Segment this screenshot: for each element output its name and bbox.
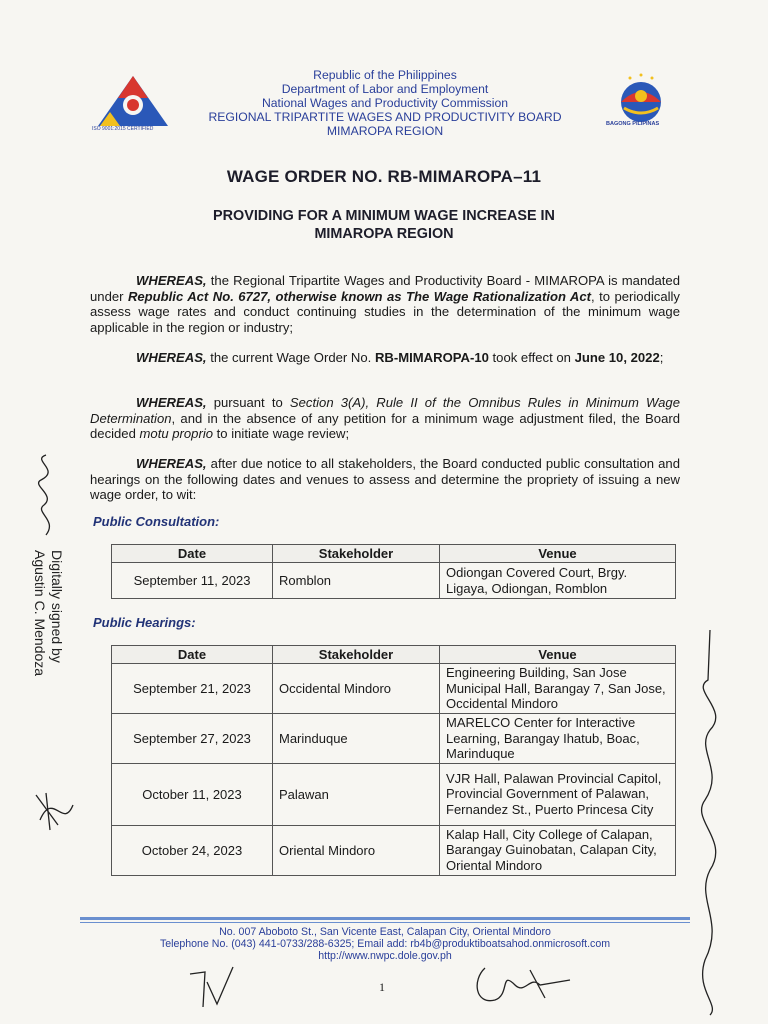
cell-venue: Odiongan Covered Court, Brgy. Ligaya, Odiongan, Romblon	[440, 563, 676, 599]
letterhead-line-republic: Republic of the Philippines	[313, 68, 457, 82]
digital-signature-line-2: Agustin C. Mendoza	[32, 550, 48, 677]
cell-date: September 21, 2023	[112, 664, 273, 714]
subtitle-line-1: PROVIDING FOR A MINIMUM WAGE INCREASE IN	[213, 208, 555, 224]
iso-caption: ISO 9001:2015 CERTIFIED	[92, 126, 154, 132]
hearings-table	[111, 645, 676, 876]
whereas-text: , and in the absence of any petition for a minimum wage adjustment filed, the Board decided	[90, 410, 680, 441]
signature-left-bottom	[28, 785, 78, 835]
cell-venue: VJR Hall, Palawan Provincial Capitol, Provincial Government of Palawan, Fernandez St., Puerto Princesa City	[440, 763, 676, 825]
col-header-stakeholder: Stakeholder	[273, 646, 440, 664]
col-header-date: Date	[112, 646, 273, 664]
omnibus-rules-reference: Section 3(A), Rule II of the Omnibus Rules in Minimum Wage Determination	[90, 395, 680, 426]
letterhead-line-nwpc: National Wages and Productivity Commission	[261, 96, 509, 110]
table-row	[112, 714, 676, 764]
whereas-text: the Regional Tripartite Wages and Productivity Board - MIMAROPA is mandated under	[90, 273, 680, 304]
whereas-lead: WHEREAS,	[136, 395, 207, 410]
cell-stakeholder: Romblon	[273, 563, 440, 599]
cell-stakeholder: Oriental Mindoro	[273, 825, 440, 875]
effective-date: June 10, 2022	[574, 350, 660, 365]
table-row	[112, 664, 676, 714]
table-row	[112, 563, 676, 599]
whereas-lead: WHEREAS,	[136, 273, 207, 288]
footer-website: http://www.nwpc.dole.gov.ph	[318, 950, 452, 962]
footer-divider-thin	[80, 922, 690, 923]
digital-signature-line-1: Digitally signed by	[49, 550, 65, 663]
cell-venue: MARELCO Center for Interactive Learning, Barangay Ihatub, Boac, Marinduque	[440, 714, 676, 764]
whereas-paragraph-2: WHEREAS, the current Wage Order No. RB-MIMAROPA-10 took effect on June 10, 2022;	[136, 350, 664, 365]
cell-stakeholder: Marinduque	[273, 714, 440, 764]
whereas-paragraph-3: WHEREAS, pursuant to Section 3(A), Rule II of the Omnibus Rules in Minimum Wage Determination, and in the absence of any petition for a minimum wage adjustment filed, the Board decided motu proprio to initiate wage review;	[90, 395, 680, 441]
letterhead	[160, 68, 610, 138]
col-header-stakeholder: Stakeholder	[273, 545, 440, 563]
cell-stakeholder: Occidental Mindoro	[273, 664, 440, 714]
document-title: WAGE ORDER NO. RB-MIMAROPA–11	[226, 167, 542, 186]
whereas-paragraph-1	[90, 273, 680, 335]
letterhead-line-rtwpb: REGIONAL TRIPARTITE WAGES AND PRODUCTIVITY BOARD	[208, 110, 562, 124]
footer-phone-email: Telephone No. (043) 441-0733/288-6325; Email add: rb4b@produktiboatsahod.onmicrosoft.com	[159, 938, 611, 950]
consultation-table	[111, 544, 676, 599]
cell-date: October 24, 2023	[112, 825, 273, 875]
bagong-pilipinas-logo	[610, 72, 672, 124]
whereas-lead: WHEREAS,	[136, 350, 207, 365]
cell-date: September 11, 2023	[112, 563, 273, 599]
whereas-text: took effect on	[488, 350, 575, 365]
whereas-text: , to periodically assess wage rates and conduct continuing studies in the determination of the minimum wage applicable in the region or industry;	[90, 288, 680, 335]
col-header-venue: Venue	[440, 545, 676, 563]
whereas-lead: WHEREAS,	[136, 456, 207, 471]
public-consultation-heading: Public Consultation:	[93, 514, 220, 529]
whereas-text: pursuant to	[206, 395, 290, 410]
signature-bottom-right	[470, 960, 580, 1010]
bagong-pilipinas-caption: BAGONG PILIPINAS	[606, 121, 660, 127]
cell-date: September 27, 2023	[112, 714, 273, 764]
whereas-text: the current Wage Order No.	[206, 350, 375, 365]
motu-proprio: motu proprio	[139, 426, 214, 441]
footer-contact	[80, 926, 690, 962]
page-number: 1	[379, 980, 385, 994]
letterhead-line-dole: Department of Labor and Employment	[281, 82, 489, 96]
cell-stakeholder: Palawan	[273, 763, 440, 825]
previous-wage-order: RB-MIMAROPA-10	[374, 350, 489, 365]
whereas-paragraph-4	[90, 456, 680, 503]
cell-venue: Kalap Hall, City College of Calapan, Barangay Guinobatan, Calapan City, Oriental Mindoro	[440, 825, 676, 875]
col-header-date: Date	[112, 545, 273, 563]
table-row	[112, 825, 676, 875]
digital-signature-stamp	[31, 550, 65, 676]
cell-date: October 11, 2023	[112, 763, 273, 825]
col-header-venue: Venue	[440, 646, 676, 664]
cell-venue: Engineering Building, San Jose Municipal Hall, Barangay 7, San Jose, Occidental Mindoro	[440, 664, 676, 714]
signature-bottom-left	[185, 962, 245, 1012]
subtitle-line-2: MIMAROPA REGION	[314, 226, 454, 242]
footer-address: No. 007 Aboboto St., San Vicente East, Calapan City, Oriental Mindoro	[219, 926, 551, 938]
whereas-text: after due notice to all stakeholders, the Board conducted public consultation and hearings on the following dates and venues to assess and determine the propriety of issuing a new wage order, to wit:	[90, 456, 680, 502]
document-subtitle	[0, 207, 768, 243]
footer-divider	[80, 917, 690, 920]
republic-act-reference: Republic Act No. 6727, otherwise known as The Wage Rationalization Act	[127, 288, 592, 304]
public-hearings-heading: Public Hearings:	[93, 615, 196, 630]
table-row	[112, 763, 676, 825]
letterhead-line-region: MIMAROPA REGION	[326, 124, 444, 138]
signature-left-top	[26, 450, 66, 540]
